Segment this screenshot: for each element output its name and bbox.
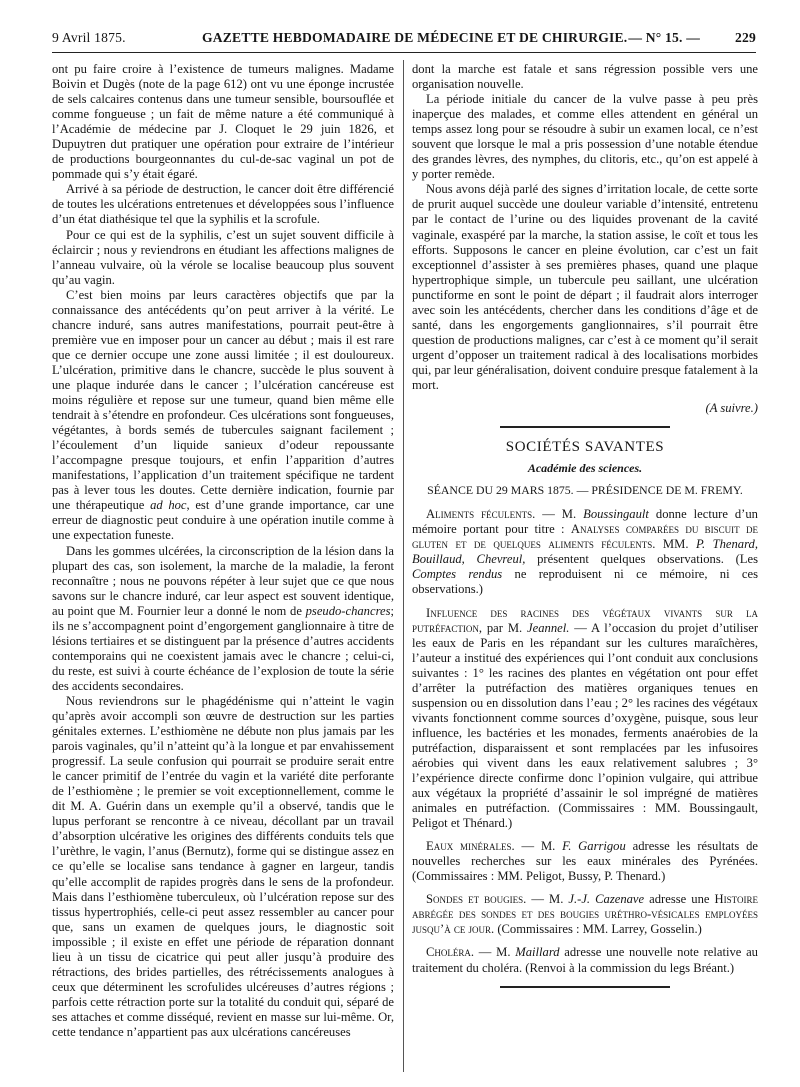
publication-name: Comptes rendus <box>412 567 503 582</box>
memoir-title: Analyses comparées du biscuit de gluten et de quelques aliments féculents. <box>412 522 758 552</box>
entry-heading: Sondes et bougies. <box>426 892 527 907</box>
memoir-title: Histoire abrégée des sondes et des bougies uréthro-vésicales employées jusqu’à ce jour. <box>412 892 758 937</box>
paragraph-text: C’est bien moins par leurs caractères objectifs que par la connaissance des antécédents qu’on peut arriver à la vérité. Le chancre induré, sans autres manifestations, pourrait peut-être à première vue en imposer pour un cancer au début ; mais il est rare que ce dernier occupe une zone aussi limitée ; il est douloureux. L’ulcération, primitive dans le chancre, succède le plus souvent à une plaque indurée dans le cancer ; l’ulcération cancéreuse est moins régulière et repose sur une tumeur, quand bien même elle tendrait à s’étendre en profondeur. Ces ulcérations sont fongueuses, végétantes, à bords semés de tubercules saignant facilement ; l’écoulement d’un liquide sanieux d’odeur repoussante l’accompagne presque toujours, et enfin l’apparition d’autres manifestations, l’application d’un traitement spécifique ne tardent pas à lever tous les doutes. Cette dernière indication, fournie par une thérapeutique <box>52 287 394 513</box>
left-column <box>52 62 394 1040</box>
entry-text: par M. <box>486 620 523 635</box>
entry-text: ne reproduisent ni ce mémoire, ni ces observations.) <box>412 567 758 597</box>
section-separator <box>500 426 670 428</box>
entry-text: adresse une <box>649 892 710 907</box>
entry-text: — A l’occasion du projet d’utiliser les eaux de Paris en les répandant sur les cultures maraîchères, l’auteur a institué des expériences qui l’ont conduit aux conclusions suivantes : 1° les racines des plantes en végétation ont pour effet d’arrêter la putréfaction des matières organiques tenues en suspension ou en dissolution dans l’eau ; 2° les racines des végétaux vivants fonctionnent comme sources d’oxygène, puisque, sous leur influence, les bactéries et les monades, ferments anaérobies de la putréfaction, disparaissent et sont remplacées par les infusoires aérobies qui vivent dans les eaux relativement salubres ; 3° l’expérience directe confirme donc l’opinion vulgaire, qui attribue aux végétaux la propriété d’assainir le sol imprégné de matières animales en putréfaction. (Commissaires : MM. Boussingault, Peligot et Thénard.) <box>412 620 759 831</box>
paragraph: Arrivé à sa période de destruction, le cancer doit être différencié de toutes les ulcérations entretenues et développées sous l’influence d’un état diathésique tel que la syphilis et la scrofule. <box>52 182 395 227</box>
paragraph <box>52 544 394 694</box>
issue-number: — N° 15. — <box>628 30 700 45</box>
entry-text: présentent quelques observations. (Les <box>537 552 758 567</box>
academy-entry <box>412 892 758 937</box>
paragraph <box>52 288 394 544</box>
column-divider <box>403 60 404 1072</box>
entry-text: donne lecture d’un mémoire portant pour titre : <box>412 507 758 537</box>
journal-title: GAZETTE HEBDOMADAIRE DE MÉDECINE ET DE CHIRURGIE. <box>202 30 628 45</box>
author-name: Boussingault <box>583 507 649 522</box>
author-name: F. Garrigou <box>562 839 626 854</box>
section-subtitle: Académie des sciences. <box>527 461 643 476</box>
paragraph: Pour ce qui est de la syphilis, c’est un sujet souvent difficile à éclaircir ; nous y reviendrons en étudiant les affections malignes de l’anneau vulvaire, où la vérole se localise beaucoup plus souvent qu’au vagin. <box>52 227 394 287</box>
author-name: J.-J. Cazenave <box>568 892 645 907</box>
entry-text: adresse les résultats de nouvelles recherches sur les eaux minérales des Pyrénées. (Commissaires : MM. Peligot, Bussy, P. Thenard.) <box>412 839 759 884</box>
author-name: Maillard <box>515 945 560 960</box>
page-number: 229 <box>735 30 756 45</box>
paragraph: Nous avons déjà parlé des signes d’irritation locale, de cette sorte de prurit auquel succède une douleur variable d’intensité, entretenu par le contact de l’urine ou des liquides provenant de la cavité vaginale, exaspéré par la marche, la station assise, le coït et tous les efforts. Supposons le cancer en pleine évolution, car c’est un fait exceptionnel d’assister à ses premières phases, quand une plaque hypertrophique simple, un tubercule peu saillant, une ulcération punctiforme en sont le point de départ ; il faudrait alors interroger avec soin les antécédents, chercher dans les conditions d’âge et de santé, dans les engorgements ganglionnaires, s’il pourrait être question de productions malignes, car c’est à ce moment qu’il serait urgent d’opposer un traitement radical à des localisations morbides qui, par leur généralisation, doivent conduire presque fatalement à la mort. <box>412 182 758 392</box>
paragraph: dont la marche est fatale et sans régression possible vers une organisation nouvelle. <box>412 62 758 92</box>
header-rule <box>52 52 756 53</box>
entry-heading: Eaux minérales. <box>426 839 515 854</box>
entry-text: adresse une nouvelle note relative au traitement du choléra. (Renvoi à la commission du legs Bréant.) <box>412 945 758 975</box>
issue-date: 9 Avril 1875. <box>52 30 126 45</box>
italic-term: ad hoc <box>150 498 187 513</box>
author-names: P. Thenard, Bouillaud, Chevreul, <box>412 537 758 567</box>
section-separator <box>500 986 670 988</box>
entry-text: — M. <box>531 892 564 907</box>
paragraph-text: ; ils ne s’accompagnent point d’engorgement ganglionnaire à titre de lésions tertiaires et se distinguent par la présence d’autres accidents contemporains qui ne coexistent jamais avec le chancre ; celui-ci, du reste, est suivi à courte échéance de l’explosion de toute la série des accidents secondaires. <box>52 603 394 693</box>
paragraph: Nous reviendrons sur le phagédénisme qui n’atteint le vagin qu’après avoir accompli son œuvre de destruction sur les parties génitales externes. L’esthiomène ne débute non plus jamais par les parois vaginales, qu’il n’atteint qu’à la longue et par envahissement progressif. La seule confusion qui pourrait se produire serait entre le cancer primitif de l’entrée du vagin et la variété dite perforante de l’esthiomène ; le premier se voit exceptionnellement, comme le dit M. A. Guérin dans un exemple qu’il a observé, tandis que le lupus perforant se rencontre à ce niveau, décollant par un travail d’absorption ulcérative les origines des différents conduits tels que l’urèthre, le vagin, l’anus (Bernutz), forme qui se distingue assez en ce qu’elle se localise sans tendance à gagner en largeur, tandis qu’elle accomplit de rapides progrès dans le sens de la profondeur. Mais dans l’esthiomène tuberculeux, où l’ulcération repose sur des tissus hypertrophiés, celle-ci peut assez ressembler au cancer pour que, sans un examen de quelques jours, le diagnostic soit impossible ; il existe en effet une période de réparation donnant lieu à un tissu de cicatrice qui peut aller jusqu’à produire des rétractions, des brides partielles, des rétrécissements analogues à ceux que déterminent les scrofulides ulcéreuses d’autres régions ; parfois cette rétraction porte sur la totalité du conduit qui, séparé de ses attaches et comme disséqué, revient en masse sur lui-même. Or, cette tendance n’appartient pas aux ulcérations cancéreuses <box>52 693 394 1039</box>
academy-entry <box>412 606 758 832</box>
entry-text: — M. <box>521 839 556 854</box>
entry-text: — M. <box>478 945 511 960</box>
academy-entry <box>412 507 758 597</box>
entry-text: (Commissaires : MM. Larrey, Gosselin.) <box>497 922 702 937</box>
to-be-continued: (A suivre.) <box>705 401 758 416</box>
entry-heading: Aliments féculents. <box>426 507 536 522</box>
paragraph: ont pu faire croire à l’existence de tumeurs malignes. Madame Boivin et Dugès (note de la page 612) ont vu une éponge incrustée de sels calcaires contenus dans une tumeur sensible, boursouflée et comme fongueuse ; un fait de même nature a été communiqué à l’Académie de médecine par J. Cloquet le 29 juin 1826, et Dupuytren dut pratiquer une opération pour extraire de l’intérieur de productions bourgeonnantes du cul-de-sac vaginal un pot de pommade qui s’y était égaré. <box>52 62 394 182</box>
academy-entry <box>412 839 758 884</box>
session-line: SÉANCE DU 29 MARS 1875. — PRÉSIDENCE DE M. FREMY. <box>427 483 743 498</box>
paragraph: La période initiale du cancer de la vulve passe à peu près inaperçue des malades, et comme elles attendent en général un temps assez long pour se résoudre à subir un examen local, ce n’est souvent que lorsque le mal a pris possession d’une notable étendue des grandes lèvres, des nymphes, du clitoris, etc., qu’on est appelé à y porter remède. <box>412 92 758 182</box>
entry-heading: Choléra. <box>426 945 475 960</box>
section-title: SOCIÉTÉS SAVANTES <box>505 439 665 456</box>
author-name: Jeannel. <box>527 620 570 635</box>
entry-heading: Influence des racines des végétaux vivants sur la putréfaction, <box>412 605 758 635</box>
running-head <box>52 30 756 50</box>
italic-term: pseudo-chancres <box>305 603 391 618</box>
entry-text: MM. <box>662 537 689 552</box>
right-column <box>412 62 758 1000</box>
entry-text: — M. <box>542 507 577 522</box>
academy-entry <box>412 945 758 975</box>
paragraph-text: , est d’une grande importance, car une erreur de diagnostic peut conduire à une opération inutile comme à une expectation funeste. <box>52 498 394 543</box>
paragraph-text: Dans les gommes ulcérées, la circonscription de la lésion dans la plupart des cas, son isolement, la marche de la maladie, la feront reconnaître ; nous ne pouvons répéter à leur sujet que ce que nous savons sur le chancre induré, car leur aspect est souvent identique, au point que M. Fournier leur a donné le nom de <box>52 543 394 618</box>
